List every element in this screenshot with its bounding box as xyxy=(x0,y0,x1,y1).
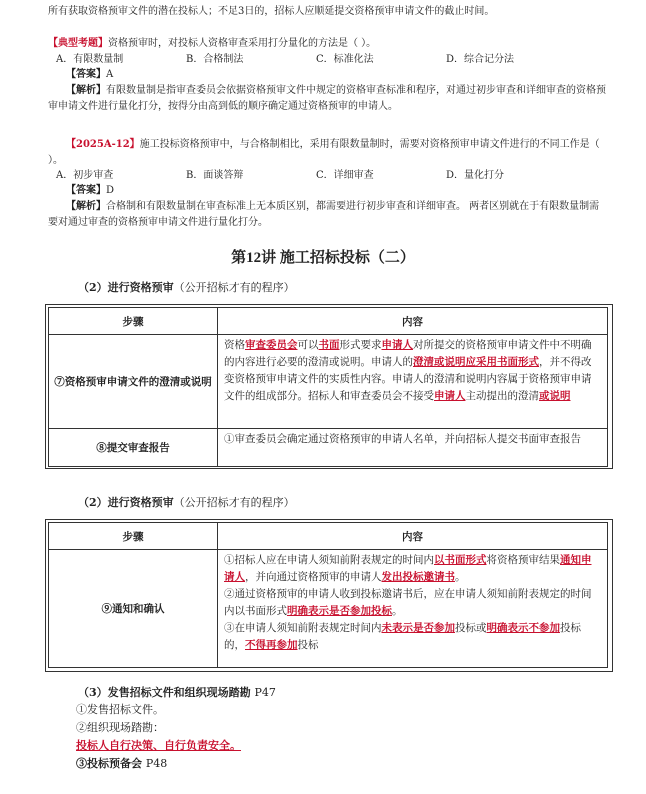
q1-options xyxy=(56,52,616,68)
section1-note: （公开招标才有的程序） xyxy=(173,281,295,294)
q2-explain-label: 【解析】 xyxy=(66,201,106,212)
q1-explain-label: 【解析】 xyxy=(66,85,106,96)
table1-header-step: 步骤 xyxy=(49,308,218,335)
list-item: ②组织现场踏勘： xyxy=(76,721,164,734)
q2-explain-text: 合格制和有限数量制在审查标准上无本质区别，都需要进行初步审查和详细审查。 两者区别就在于有限数量制需要对通过审查的资格预审申请文件进行量化打分。 xyxy=(48,201,600,228)
q2-option-b: B．面谈答辩 xyxy=(186,170,244,181)
section2-heading xyxy=(78,494,295,510)
q1-option-d: D．综合记分法 xyxy=(446,54,515,65)
q1-answer-label: 【答案】 xyxy=(66,69,106,80)
list-item: ①发售招标文件。 xyxy=(76,703,164,716)
section3-heading xyxy=(78,684,276,700)
table1-row1-step: ⑦资格预审申请文件的澄清或说明 xyxy=(49,335,218,429)
section3-label: （3）发售招标文件和组织现场踏勘 xyxy=(78,686,251,699)
section2-note: （公开招标才有的程序） xyxy=(173,496,295,509)
section4-heading xyxy=(76,756,167,772)
table-row xyxy=(49,429,608,467)
table1-row2-content: ①审查委员会确定通过资格预审的申请人名单，并向招标人提交书面审查报告 xyxy=(218,429,608,467)
section4-page: P48 xyxy=(145,757,168,770)
q2-option-c: C．详细审查 xyxy=(316,170,374,181)
section1-label: （2）进行资格预审 xyxy=(78,281,174,294)
q1-option-b: B．合格制法 xyxy=(186,54,244,65)
q1-answer xyxy=(66,67,626,83)
q1-answer-value: A xyxy=(106,69,114,80)
section1-heading xyxy=(78,279,295,295)
table1-header-content: 内容 xyxy=(218,308,608,335)
table2-header-step: 步骤 xyxy=(49,523,218,550)
q2-answer-label: 【答案】 xyxy=(66,185,106,196)
intro-line: 所有获取资格预审文件的潜在投标人；不足3日的，招标人应顺延提交资格预审申请文件的截止时间。 xyxy=(48,6,495,17)
section4-label: ③投标预备会 xyxy=(76,757,142,770)
q2-answer xyxy=(66,183,626,199)
q1-stem-line xyxy=(48,36,608,52)
q2-answer-value: D xyxy=(106,185,115,196)
q1-explain xyxy=(48,83,608,115)
table2 xyxy=(48,522,608,668)
section2-label: （2）进行资格预审 xyxy=(78,496,174,509)
table-row xyxy=(49,550,608,668)
q1-option-a: A．有限数量制 xyxy=(56,54,124,65)
section3-page: P47 xyxy=(254,686,276,699)
table-row xyxy=(49,335,608,429)
table1-row1-content: 资格审查委员会可以书面形式要求申请人对所提交的资格预审申请文件中不明确的内容进行必要的澄清或说明。申请人的澄清或说明应采用书面形式，并不得改变资格预审申请文件的实质性内容。申请人的澄清和说明内容属于资格预审申请文件的组成部分。招标人和审查委员会不接受申请人主动提出的澄清或说明 xyxy=(218,335,608,429)
q1-option-c: C．标准化法 xyxy=(316,54,374,65)
table1-row2-step: ⑧提交审查报告 xyxy=(49,429,218,467)
q2-stem-line xyxy=(48,137,608,169)
table2-row1-content: ①招标人应在申请人须知前附表规定的时间内以书面形式将资格预审结果通知申请人，并向通过资格预审的申请人发出投标邀请书。 ②通过资格预审的申请人收到投标邀请书后，应在申请人须知前附表规定的时间内以书面形式明确表示是否参加投标。 ③在申请人须知前附表规定时间内未表示是否参加投标或明确表示不参加投标的，不得再参加投标 xyxy=(218,550,608,668)
q2-option-a: A．初步审查 xyxy=(56,170,114,181)
lecture-title: 第12讲 施工招标投标（二） xyxy=(231,250,415,266)
red-note: 投标人自行决策、自行负责安全。 xyxy=(76,739,241,752)
q1-stem: 资格预审时，对投标人资格审查采用打分量化的方法是（ ）。 xyxy=(108,38,377,49)
q2-tag: 【2025A-12】 xyxy=(66,139,140,150)
q2-options xyxy=(56,168,616,184)
q2-explain xyxy=(48,199,608,231)
table1 xyxy=(48,307,608,467)
table2-header-content: 内容 xyxy=(218,523,608,550)
q1-explain-text: 有限数量制是指审查委员会依据资格预审文件中规定的资格审查标准和程序，对通过初步审查和详细审查的资格预审申请文件进行量化打分，按得分由高到低的顺序确定通过资格预审的申请人。 xyxy=(48,85,606,112)
q1-tag: 【典型考题】 xyxy=(48,38,108,49)
q2-option-d: D．量化打分 xyxy=(446,170,505,181)
table2-row1-step: ⑨通知和确认 xyxy=(49,550,218,668)
q2-stem: 施工投标资格预审中，与合格制相比，采用有限数量制时，需要对资格预审申请文件进行的不同工作是（ ）。 xyxy=(48,139,600,166)
